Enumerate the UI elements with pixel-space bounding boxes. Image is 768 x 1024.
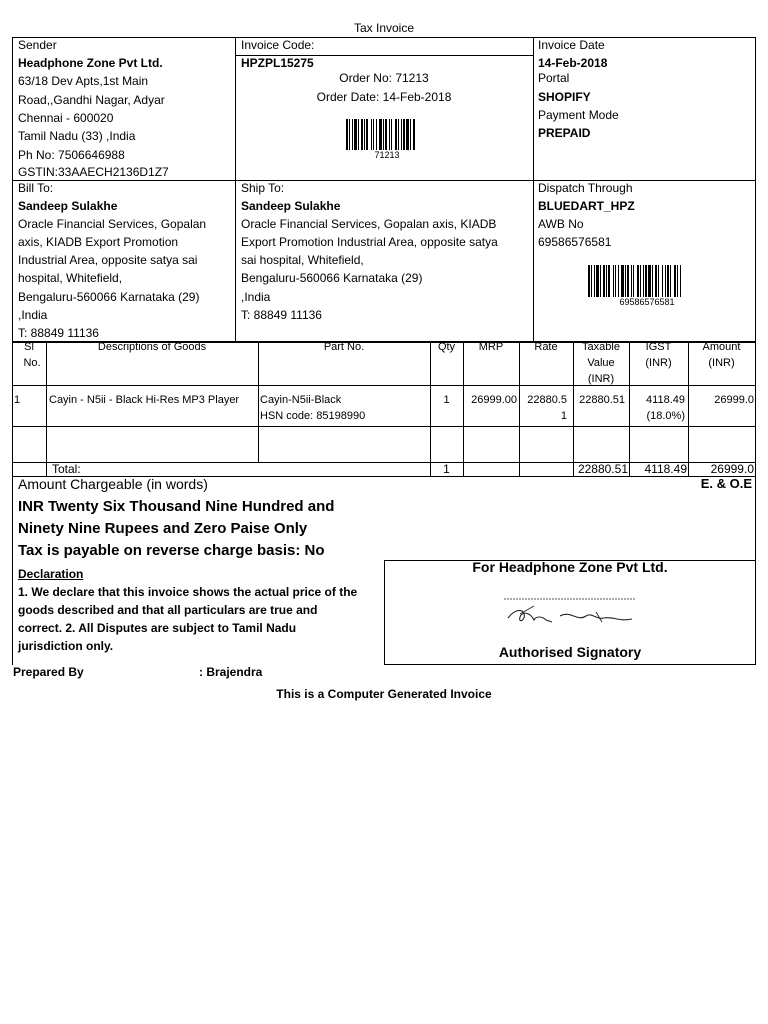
header-sl: Sl xyxy=(24,341,34,353)
order-number: Order No: 71213 xyxy=(339,71,429,85)
payment-mode-label: Payment Mode xyxy=(538,108,619,122)
declaration-line: jurisdiction only. xyxy=(18,639,114,653)
computer-generated-note: This is a Computer Generated Invoice xyxy=(276,687,492,701)
awb-barcode-number: 69586576581 xyxy=(619,297,675,307)
invoice-date-label: Invoice Date xyxy=(538,38,605,52)
header-sl: No. xyxy=(23,357,41,369)
amount-words-line: Ninety Nine Rupees and Zero Paise Only xyxy=(18,520,308,537)
sender-gstin: GSTIN:33AAECH2136D1Z7 xyxy=(18,165,169,179)
signature-image xyxy=(500,592,640,632)
invoice-code: HPZPL15275 xyxy=(241,56,314,70)
cell-part-no: Cayin-N5ii-Black xyxy=(260,394,342,406)
cell-qty: 1 xyxy=(443,394,450,406)
authorised-signatory: Authorised Signatory xyxy=(498,644,642,660)
bill-to-address-line: Oracle Financial Services, Gopalan xyxy=(18,217,207,231)
amount-words-line: INR Twenty Six Thousand Nine Hundred and xyxy=(18,498,335,515)
cell-igst-percent: (18.0%) xyxy=(646,410,685,422)
total-label: Total: xyxy=(52,462,81,476)
cell-rate: 1 xyxy=(560,410,567,422)
sender-label: Sender xyxy=(18,38,57,52)
sender-phone: Ph No: 7506646988 xyxy=(18,148,125,162)
cell-rate: 22880.5 xyxy=(527,394,567,406)
cell-mrp: 26999.00 xyxy=(471,394,517,406)
dispatch-label: Dispatch Through xyxy=(538,181,633,195)
sender-address-line: 63/18 Dev Apts,1st Main xyxy=(18,74,149,88)
invoice-code-label: Invoice Code: xyxy=(241,38,315,52)
cell-sl: 1 xyxy=(14,394,21,406)
ship-to-label: Ship To: xyxy=(241,181,285,195)
header-rate: Rate xyxy=(534,341,558,353)
order-barcode xyxy=(346,119,428,150)
bill-to-phone: T: 88849 11136 xyxy=(18,326,99,340)
invoice-date: 14-Feb-2018 xyxy=(538,56,608,70)
ship-to-address-line: Bengaluru-560066 Karnataka (29) xyxy=(241,271,423,285)
prepared-by-label: Prepared By xyxy=(13,665,84,679)
header-amount: Amount xyxy=(702,341,741,353)
awb-label: AWB No xyxy=(538,217,584,231)
ship-to-name: Sandeep Sulakhe xyxy=(241,199,341,213)
header-mrp: MRP xyxy=(478,341,504,353)
cell-hsn: HSN code: 85198990 xyxy=(260,410,366,422)
reverse-charge-line: Tax is payable on reverse charge basis: No xyxy=(18,542,325,559)
sender-address-line: Road,,Gandhi Nagar, Adyar xyxy=(18,93,165,107)
declaration-label: Declaration xyxy=(18,567,84,581)
declaration-line: 1. We declare that this invoice shows the actual price of the xyxy=(18,585,358,599)
barcode-bar xyxy=(413,119,415,150)
total-igst: 4118.49 xyxy=(644,462,687,476)
declaration-line: goods described and that all particulars are true and xyxy=(18,603,318,617)
signatory-company: For Headphone Zone Pvt Ltd. xyxy=(472,559,668,575)
bill-to-address-line: hospital, Whitefield, xyxy=(18,271,123,285)
ship-to-phone: T: 88849 11136 xyxy=(241,308,322,322)
ship-to-address-line: Oracle Financial Services, Gopalan axis, KIADB xyxy=(241,217,497,231)
total-qty: 1 xyxy=(443,462,450,476)
awb-barcode xyxy=(588,265,706,297)
header-taxable: Value xyxy=(587,357,615,369)
bill-to-label: Bill To: xyxy=(18,181,54,195)
ship-to-address-line: ,India xyxy=(241,290,271,304)
ship-to-address-line: Export Promotion Industrial Area, opposite satya xyxy=(241,235,498,249)
sender-address-line: Chennai - 600020 xyxy=(18,111,114,125)
total-taxable: 22880.51 xyxy=(577,462,628,476)
bill-to-address-line: axis, KIADB Export Promotion xyxy=(18,235,179,249)
dispatch-carrier: BLUEDART_HPZ xyxy=(538,199,635,213)
header-description: Descriptions of Goods xyxy=(97,341,207,353)
order-barcode-number: 71213 xyxy=(374,150,400,160)
prepared-by-value: : Brajendra xyxy=(199,665,263,679)
header-igst: (INR) xyxy=(645,357,672,369)
header-part-no: Part No. xyxy=(323,341,365,353)
sender-address-line: Tamil Nadu (33) ,India xyxy=(18,129,136,143)
header-amount: (INR) xyxy=(708,357,735,369)
cell-igst: 4118.49 xyxy=(646,394,685,406)
amount-words-label: Amount Chargeable (in words) xyxy=(18,476,208,492)
sender-name: Headphone Zone Pvt Ltd. xyxy=(18,56,163,70)
declaration-line: correct. 2. All Disputes are subject to Tamil Nadu xyxy=(18,621,297,635)
header-taxable: Taxable xyxy=(582,341,620,353)
bill-to-address-line: Industrial Area, opposite satya sai xyxy=(18,253,198,267)
cell-amount: 26999.0 xyxy=(714,394,754,406)
bill-to-address-line: Bengaluru-560066 Karnataka (29) xyxy=(18,290,200,304)
bill-to-name: Sandeep Sulakhe xyxy=(18,199,118,213)
cell-taxable: 22880.51 xyxy=(579,394,625,406)
order-date: Order Date: 14-Feb-2018 xyxy=(316,90,452,104)
bill-to-address-line: ,India xyxy=(18,308,48,322)
awb-number: 69586576581 xyxy=(538,235,612,249)
eoe-label: E. & O.E xyxy=(700,476,752,491)
barcode-bar xyxy=(680,265,681,297)
cell-description: Cayin - N5ii - Black Hi-Res MP3 Player xyxy=(49,394,240,406)
page-title: Tax Invoice xyxy=(353,21,415,35)
header-igst: IGST xyxy=(645,341,672,353)
header-qty: Qty xyxy=(437,341,456,353)
portal-label: Portal xyxy=(538,71,570,85)
payment-mode-value: PREPAID xyxy=(538,126,591,140)
ship-to-address-line: sai hospital, Whitefield, xyxy=(241,253,364,267)
header-taxable: (INR) xyxy=(587,373,615,385)
total-amount: 26999.0 xyxy=(710,462,754,476)
portal-value: SHOPIFY xyxy=(538,90,591,104)
